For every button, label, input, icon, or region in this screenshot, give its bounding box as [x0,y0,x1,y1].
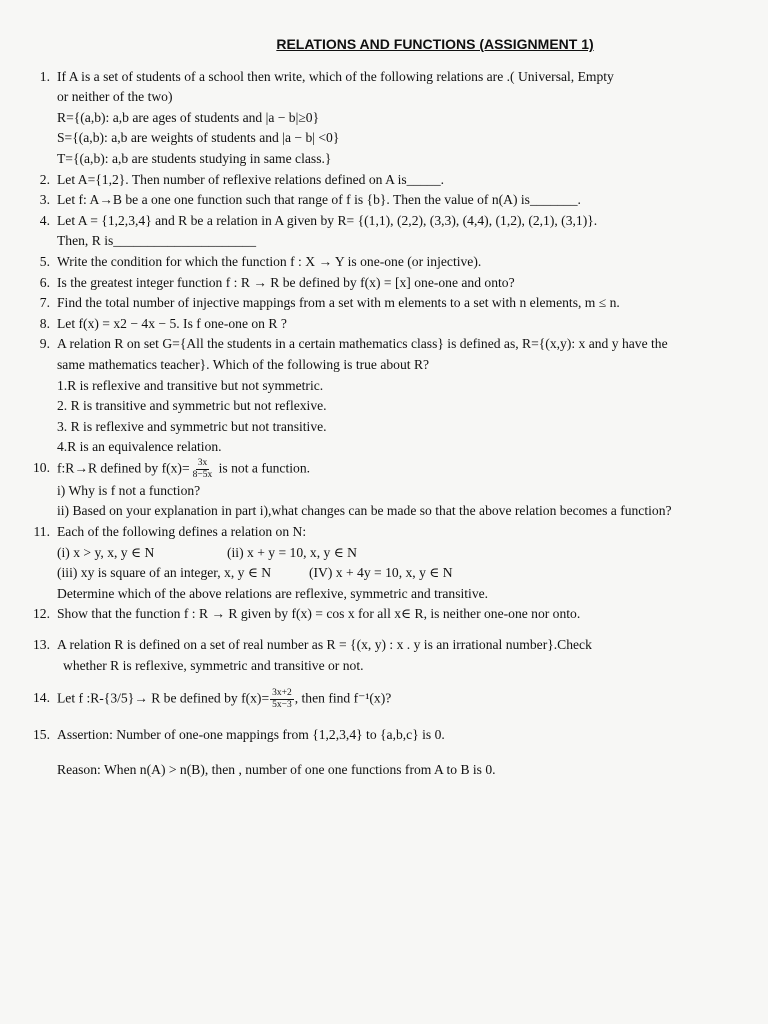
question-number: 8. [39,315,50,331]
question-2 [26,170,740,191]
question-8 [26,314,740,335]
question-6 [26,273,740,294]
relation-r: R={(a,b): a,b are ages of students and |a − b|≥0} [57,109,320,125]
fraction-numerator: 3x [197,457,208,468]
question-text-end: is not a function. [215,460,311,476]
question-text [57,688,740,711]
question-text-end: , then find f⁻¹(x)? [294,690,392,706]
fraction-denominator: 5x−3 [272,700,292,711]
question-number: 6. [39,274,50,290]
question-11 [26,522,740,604]
question-1 [26,67,740,170]
question-number: 1. [39,68,50,84]
question-number: 10. [33,459,50,475]
question-text: Show that the function f : R → R given by f(x) = cos x for all x∈ R, is neither one-one nor onto. [57,606,581,622]
question-number: 11. [33,524,50,540]
assertion-text: Assertion: Number of one-one mappings from {1,2,3,4} to {a,b,c} is 0. [57,727,445,743]
fraction-numerator: 3x+2 [272,688,292,699]
question-text: Then, R is_____________________ [57,233,256,249]
question-text: Let f(x) = x2 − 4x − 5. Is f one-one on R ? [57,315,287,331]
option-4: 4.R is an equivalence relation. [57,439,222,455]
question-number: 2. [39,171,50,187]
question-number: 4. [39,212,50,228]
question-14 [26,688,740,711]
question-text: A relation R on set G={All the students in a certain mathematics class} is defined as, R={(x,y): x and y have the [57,336,668,352]
question-list [26,67,740,781]
question-number: 9. [39,336,50,352]
question-7 [26,293,740,314]
question-13 [26,635,740,676]
question-10 [26,458,740,522]
option-3: 3. R is reflexive and symmetric but not transitive. [57,418,327,434]
relation-i: (i) x > y, x, y ∈ N [57,544,155,560]
question-text: Let A={1,2}. Then number of reflexive relations defined on A is_____. [57,171,445,187]
question-number: 14. [33,690,50,706]
question-text: Find the total number of injective mappings from a set with m elements to a set with n elements, m ≤ n. [57,295,620,311]
question-text: Each of the following defines a relation on N: [57,524,307,540]
reason-text: Reason: When n(A) > n(B), then , number of one one functions from A to B is 0. [57,761,496,777]
question-9 [26,334,740,458]
relation-iii: (iii) xy is square of an integer, x, y ∈ N [57,565,272,581]
function-definition: f:R→R defined by f(x)= [57,460,190,476]
sub-question-ii: ii) Based on your explanation in part i),what changes can be made so that the above relation becomes a function? [57,503,672,519]
relation-t: T={(a,b): a,b are students studying in same class.} [57,150,332,166]
question-number: 13. [33,637,50,653]
question-text: same mathematics teacher}. Which of the following is true about R? [57,356,430,372]
option-2: 2. R is transitive and symmetric but not reflexive. [57,398,327,414]
relation-ii: (ii) x + y = 10, x, y ∈ N [227,544,357,560]
fraction [191,458,215,481]
question-text [57,458,740,481]
question-text: Write the condition for which the function f : X → Y is one-one (or injective). [57,253,482,269]
relation-s: S={(a,b): a,b are weights of students and |a − b| <0} [57,130,340,146]
question-number: 15. [33,727,50,743]
question-5 [26,252,740,273]
question-number: 7. [39,295,50,311]
fraction [270,688,294,711]
question-text: If A is a set of students of a school then write, which of the following relations are .( Universal, Empty [57,68,614,84]
question-15 [26,725,740,780]
question-3 [26,190,740,211]
sub-question-i: i) Why is f not a function? [57,482,201,498]
question-number: 12. [33,606,50,622]
question-number: 5. [39,253,50,269]
page-title: RELATIONS AND FUNCTIONS (ASSIGNMENT 1) [276,36,594,52]
question-text: Let A = {1,2,3,4} and R be a relation in A given by R= {(1,1), (2,2), (3,3), (4,4), (1,2), (2,1), (3,1)}. [57,212,598,228]
function-definition: Let f :R-{3/5}→ R be defined by f(x)= [57,690,270,706]
relation-iv: (IV) x + 4y = 10, x, y ∈ N [309,565,453,581]
question-instruction: Determine which of the above relations are reflexive, symmetric and transitive. [57,585,489,601]
question-number: 3. [39,192,50,208]
option-1: 1.R is reflexive and transitive but not symmetric. [57,377,324,393]
question-12 [26,604,740,625]
fraction-denominator: 8−5x [192,469,213,480]
question-text: Is the greatest integer function f : R → R be defined by f(x) = [x] one-one and onto? [57,274,515,290]
question-text: or neither of the two) [57,89,173,105]
question-text: Let f: A→B be a one one function such that range of f is {b}. Then the value of n(A) is_______. [57,192,581,208]
question-text: A relation R is defined on a set of real number as R = {(x, y) : x . y is an irrational number}.Check [57,637,592,653]
question-text: whether R is reflexive, symmetric and transitive or not. [63,657,364,673]
question-4 [26,211,740,252]
